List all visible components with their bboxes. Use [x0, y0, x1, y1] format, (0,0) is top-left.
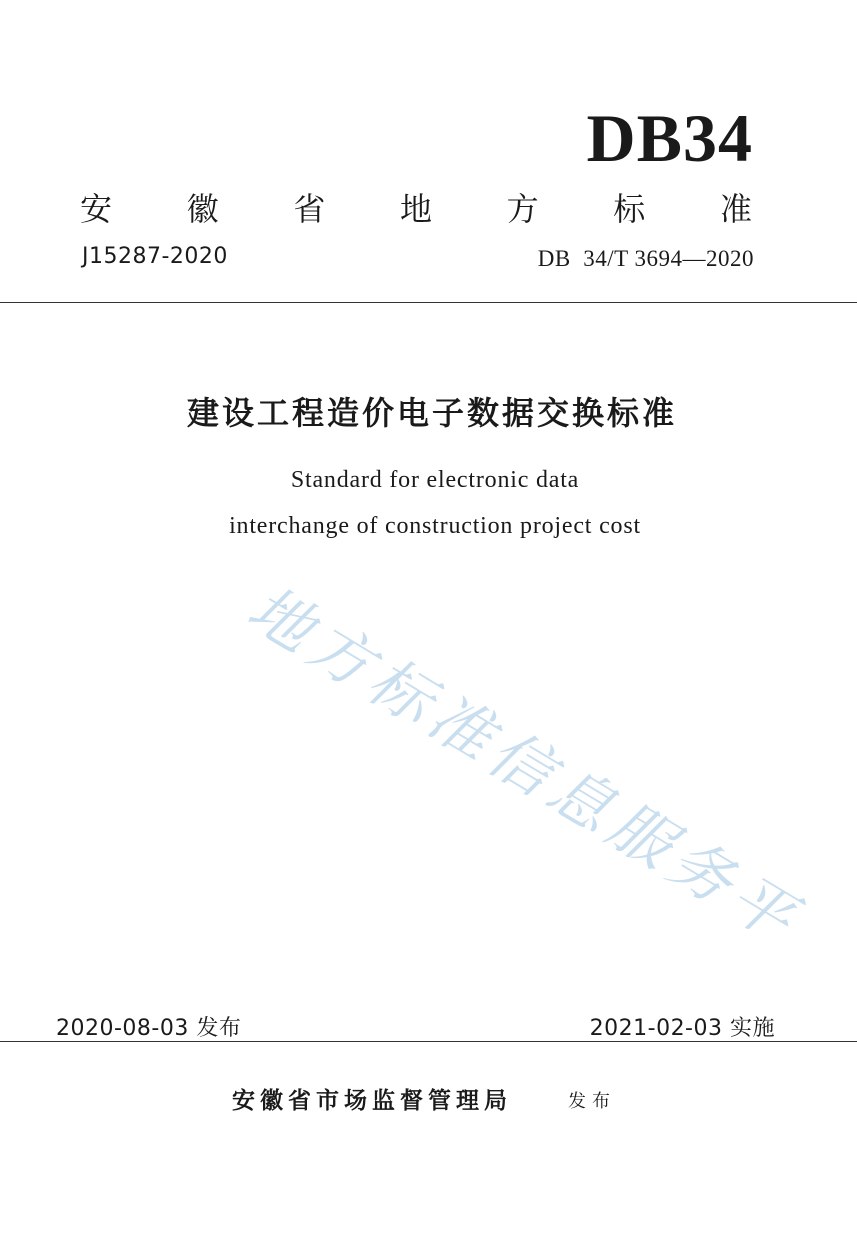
standard-type-char: 安: [80, 190, 113, 228]
record-number: J15287-2020: [82, 244, 228, 269]
watermark: 地方标准信息服务平: [235, 571, 814, 959]
standard-type-char: 准: [719, 190, 752, 228]
footer-divider: [0, 1041, 857, 1042]
title-english-line1: Standard for electronic data: [290, 467, 580, 493]
title-chinese: 建设工程造价电子数据交换标准: [186, 394, 677, 432]
standard-type-char: 省: [293, 190, 326, 228]
publisher-suffix: 发布: [568, 1091, 616, 1112]
header-divider: [0, 302, 857, 303]
standard-number: DB 34/T 3694—2020: [537, 246, 754, 271]
standard-type-char: 标: [613, 190, 646, 228]
issue-date: 2020-08-03 发布: [56, 1016, 242, 1041]
standard-code: DB34: [586, 100, 753, 176]
standard-type: [80, 190, 752, 228]
standard-type-char: 地: [399, 190, 432, 228]
title-english-line2: interchange of construction project cost: [229, 513, 641, 539]
standard-type-char: 方: [506, 190, 539, 228]
standard-type-char: 徽: [186, 190, 219, 228]
implementation-date: 2021-02-03 实施: [589, 1016, 775, 1041]
publisher: 安徽省市场监督管理局: [232, 1088, 512, 1114]
